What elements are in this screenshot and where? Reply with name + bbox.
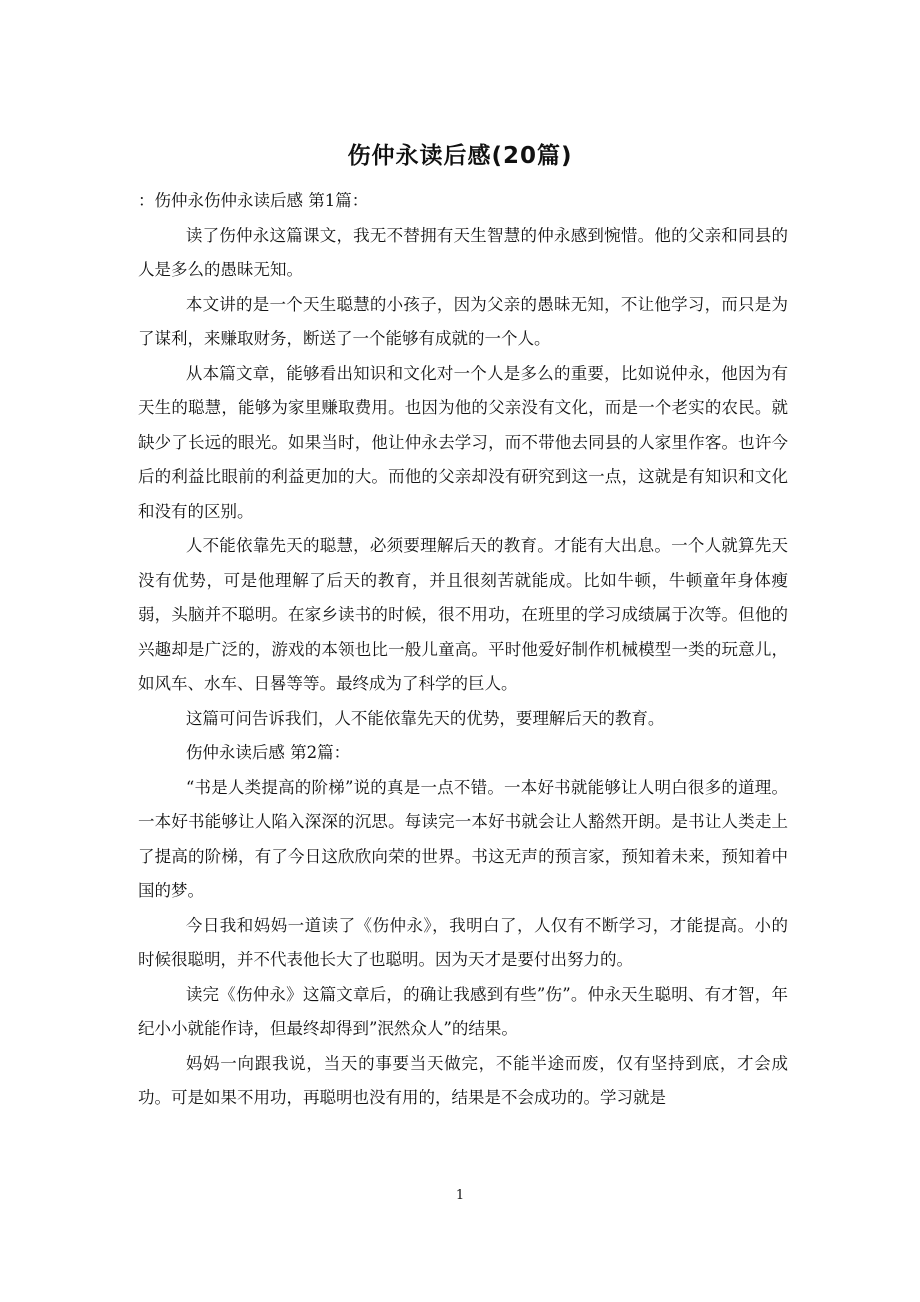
page-number: 1 [455,1188,465,1203]
paragraph: 读完《伤仲永》这篇文章后，的确让我感到有些”伤”。仲永天生聪明、有才智，年纪小小就能作诗，但最终却得到”泯然众人”的结果。 [138,984,788,1038]
paragraph: 本文讲的是一个天生聪慧的小孩子，因为父亲的愚昧无知，不让他学习，而只是为了谋利，来赚取财务，断送了一个能够有成就的一个人。 [138,294,788,348]
paragraph: 读了伤仲永这篇课文，我无不替拥有天生智慧的仲永感到惋惜。他的父亲和同县的人是多么的愚昧无知。 [138,225,788,279]
document-title: 伤仲永读后感(20篇) [347,143,573,169]
paragraph: 人不能依靠先天的聪慧，必须要理解后天的教育。才能有大出息。一个人就算先天没有优势，可是他理解了后天的教育，并且很刻苦就能成。比如牛顿，牛顿童年身体瘦弱，头脑并不聪明。在家乡读书的时候，很不用功，在班里的学习成绩属于次等。但他的兴趣却是广泛的，游戏的本领也比一般儿童高。平时他爱好制作机械模型一类的玩意儿，如风车、水车、日晷等等。最终成为了科学的巨人。 [138,536,788,693]
paragraph: 今日我和妈妈一道读了《伤仲永》，我明白了，人仅有不断学习，才能提高。小的时候很聪明，并不代表他长大了也聪明。因为天才是要付出努力的。 [138,915,788,969]
paragraph: 从本篇文章，能够看出知识和文化对一个人是多么的重要，比如说仲永，他因为有天生的聪慧，能够为家里赚取费用。也因为他的父亲没有文化，而是一个老实的农民。就缺少了长远的眼光。如果当时，他让仲永去学习，而不带他去同县的人家里作客。也许今后的利益比眼前的利益更加的大。而他的父亲却没有研究到这一点，这就是有知识和文化和没有的区别。 [138,363,788,521]
document-body [138,184,788,1116]
section-heading: 伤仲永读后感 第2篇： [185,743,351,762]
paragraph: 妈妈一向跟我说，当天的事要当天做完，不能半途而废，仅有坚持到底，才会成功。可是如果不用功，再聪明也没有用的，结果是不会成功的。学习就是 [138,1053,788,1107]
paragraph: “书是人类提高的阶梯”说的真是一点不错。一本好书就能够让人明白很多的道理。一本好书能够让人陷入深深的沉思。每读完一本好书就会让人豁然开朗。是书让人类走上了提高的阶梯，有了今日这欣欣向荣的世界。书这无声的预言家，预知着未来，预知着中国的梦。 [138,777,788,900]
paragraph: 这篇可问告诉我们，人不能依靠先天的优势，要理解后天的教育。 [185,708,665,728]
paragraph: ：伤仲永伤仲永读后感 第1篇： [138,191,369,210]
